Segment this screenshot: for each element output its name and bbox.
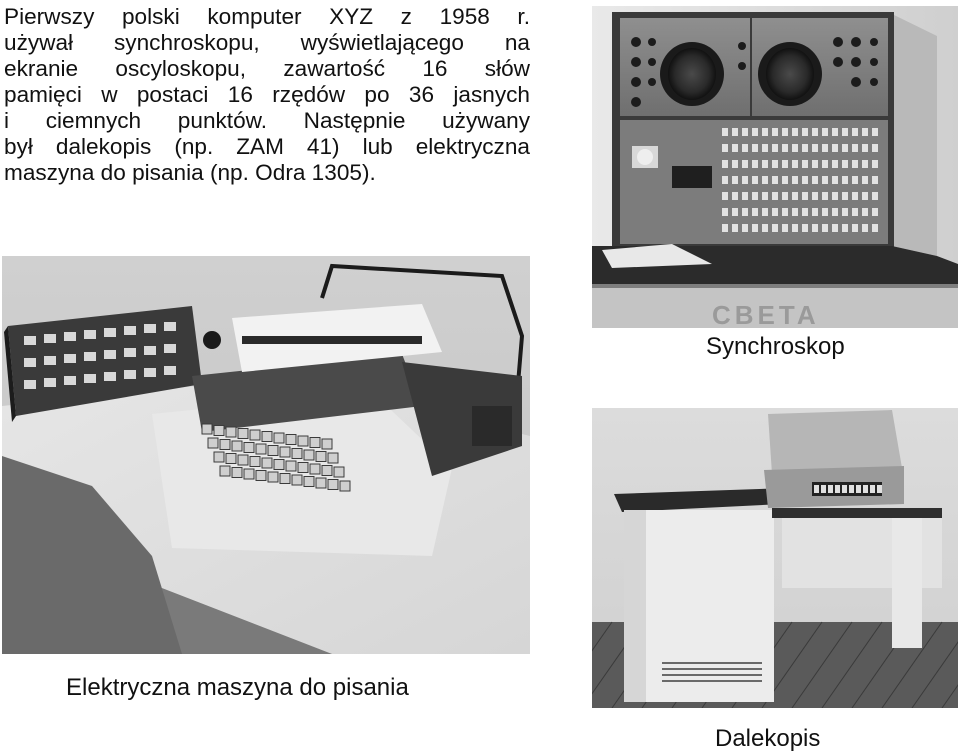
teleprinter-illustration bbox=[592, 408, 958, 708]
intro-line-6: był dalekopis (np. ZAM 41) lub elektryczna bbox=[4, 134, 530, 159]
teleprinter-photo bbox=[592, 408, 958, 708]
intro-line-1: Pierwszy polski komputer XYZ z 1958 r. bbox=[4, 4, 530, 29]
typewriter-photo bbox=[2, 256, 530, 654]
intro-line-5: i ciemnych punktów. Następnie używany bbox=[4, 108, 530, 133]
intro-line-3: ekranie oscyloskopu, zawartość 16 słów bbox=[4, 56, 530, 81]
typewriter-caption: Elektryczna maszyna do pisania bbox=[66, 674, 409, 701]
synchroskop-caption: Synchroskop bbox=[706, 333, 845, 360]
typewriter-illustration bbox=[2, 256, 530, 654]
synchroskop-illustration bbox=[592, 6, 958, 328]
teleprinter-caption: Dalekopis bbox=[715, 725, 821, 752]
intro-paragraph bbox=[4, 4, 530, 186]
intro-line-4: pamięci w postaci 16 rzędów po 36 jasnych bbox=[4, 82, 530, 107]
synchroskop-photo bbox=[592, 6, 958, 328]
panel-lettering: CBETA bbox=[712, 300, 820, 328]
intro-line-2: używał synchroskopu, wyświetlającego na bbox=[4, 30, 530, 55]
intro-line-7: maszyna do pisania (np. Odra 1305). bbox=[4, 160, 376, 185]
